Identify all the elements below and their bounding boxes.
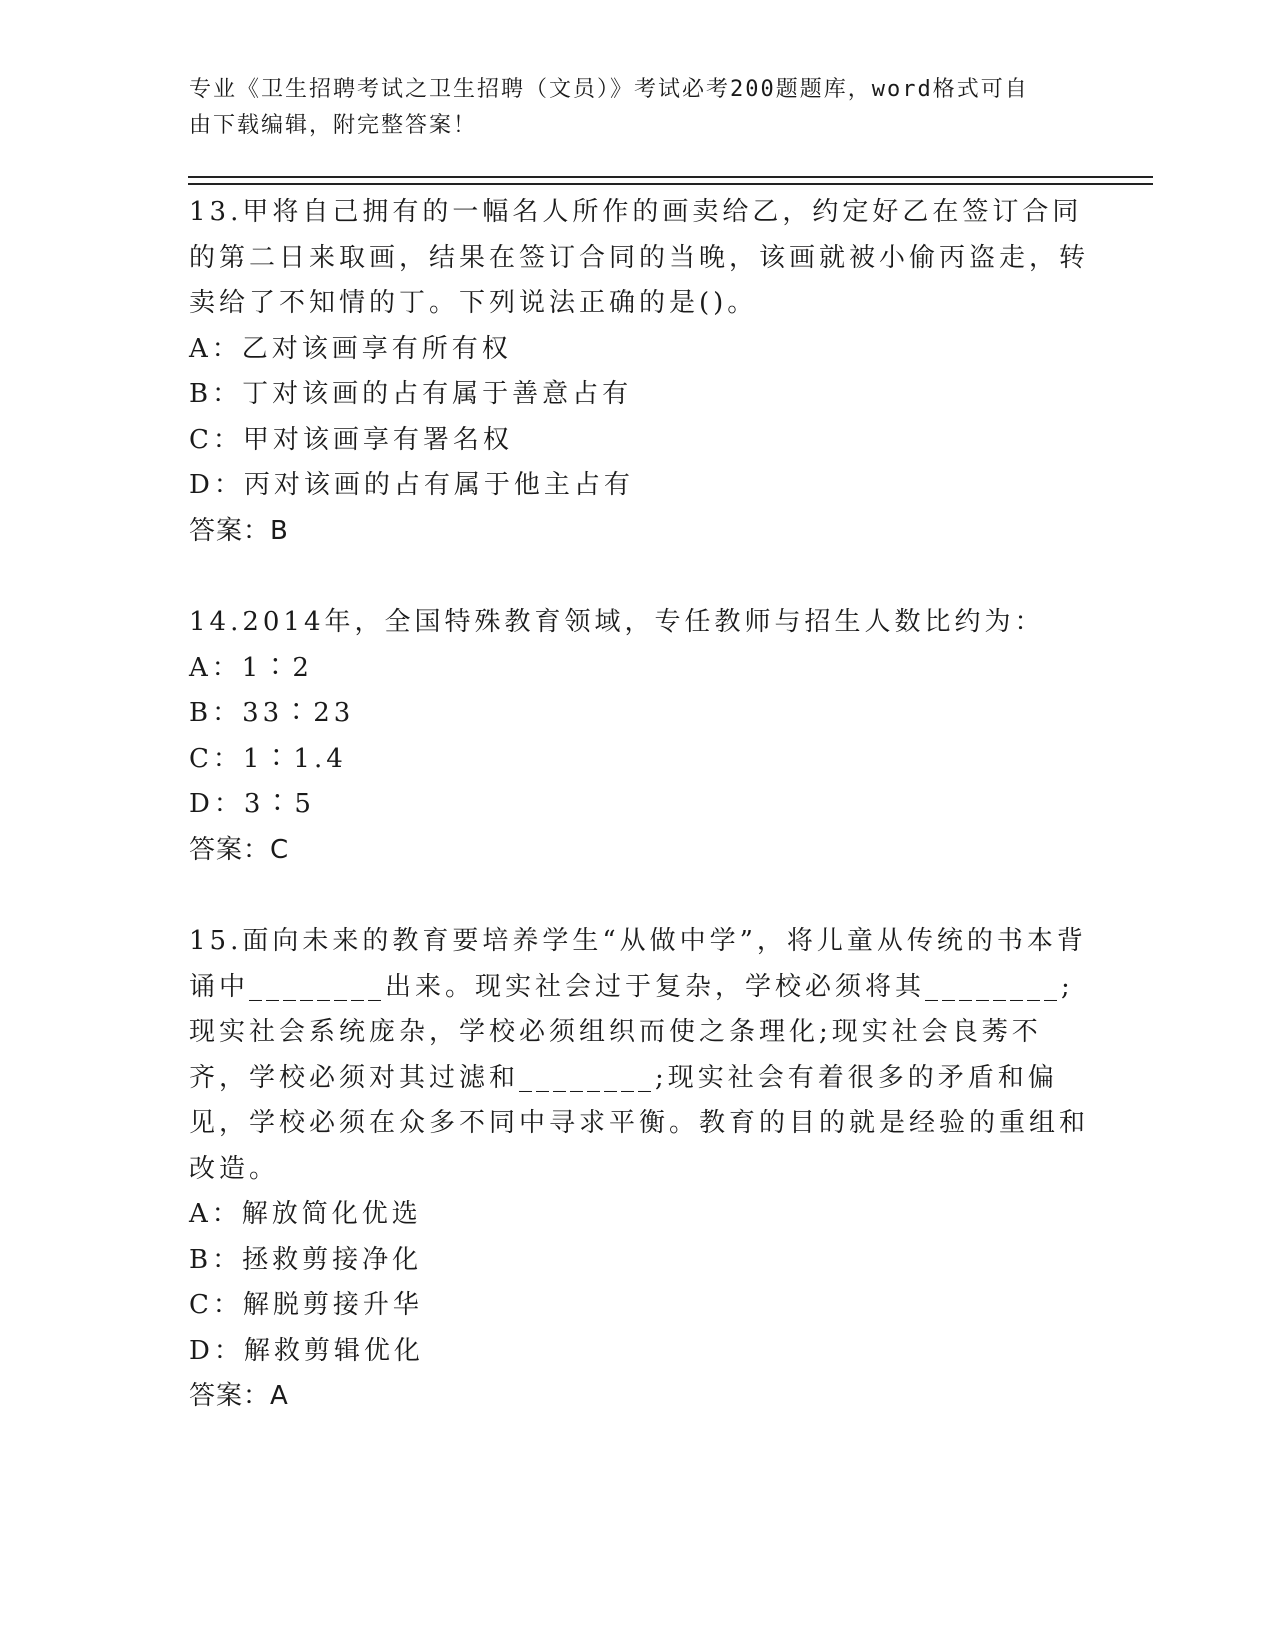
header-line-1: 专业《卫生招聘考试之卫生招聘（文员）》考试必考200题题库，word格式可自 (189, 77, 1029, 102)
option-a: A：解放简化优选 (189, 1199, 422, 1229)
option-a: A：1∶2 (189, 652, 313, 683)
answer-line: 答案：C (189, 834, 290, 865)
question-13 (189, 190, 1089, 554)
option-a: A：乙对该画享有所有权 (189, 333, 512, 364)
option-b: B：拯救剪接净化 (189, 1244, 423, 1275)
question-list (189, 190, 1089, 1420)
question-text: 15.面向未来的教育要培养学生“从做中学”，将儿童从传统的书本背诵中________出来。现实社会过于复杂，学校必须将其________;现实社会系统庞杂，学校必须组织而使之条理化;现实社会良莠不齐，学校必须对其过滤和________;现实社会有着很多的矛盾和偏见，学校必须在众多不同中寻求平衡。教育的目的就是经验的重组和改造。 (189, 926, 1090, 1184)
question-spacer (189, 873, 1089, 919)
document-header (189, 72, 1069, 144)
option-c: C：解脱剪接升华 (189, 1290, 423, 1320)
option-d: D：丙对该画的占有属于他主占有 (189, 470, 634, 500)
header-divider-top (188, 176, 1153, 178)
question-text: 14.2014年，全国特殊教育领域，专任教师与招生人数比约为： (189, 607, 1045, 637)
option-c: C：甲对该画享有署名权 (189, 424, 513, 455)
question-15 (189, 919, 1089, 1420)
question-14 (189, 600, 1089, 873)
answer-line: 答案：A (189, 1381, 289, 1411)
answer-line: 答案：B (189, 515, 289, 546)
option-c: C：1∶1.4 (189, 743, 347, 774)
header-divider-bottom (188, 183, 1153, 185)
question-spacer (189, 554, 1089, 600)
option-d: D：3∶5 (189, 789, 315, 819)
option-b: B：33∶23 (189, 698, 355, 728)
option-d: D：解救剪辑优化 (189, 1335, 424, 1366)
option-b: B：丁对该画的占有属于善意占有 (189, 379, 633, 409)
header-line-2: 由下载编辑，附完整答案！ (189, 113, 478, 138)
question-text: 13.甲将自己拥有的一幅名人所作的画卖给乙，约定好乙在签订合同的第二日来取画，结果在签订合同的当晚，该画就被小偷丙盗走，转卖给了不知情的丁。下列说法正确的是()。 (189, 197, 1090, 318)
